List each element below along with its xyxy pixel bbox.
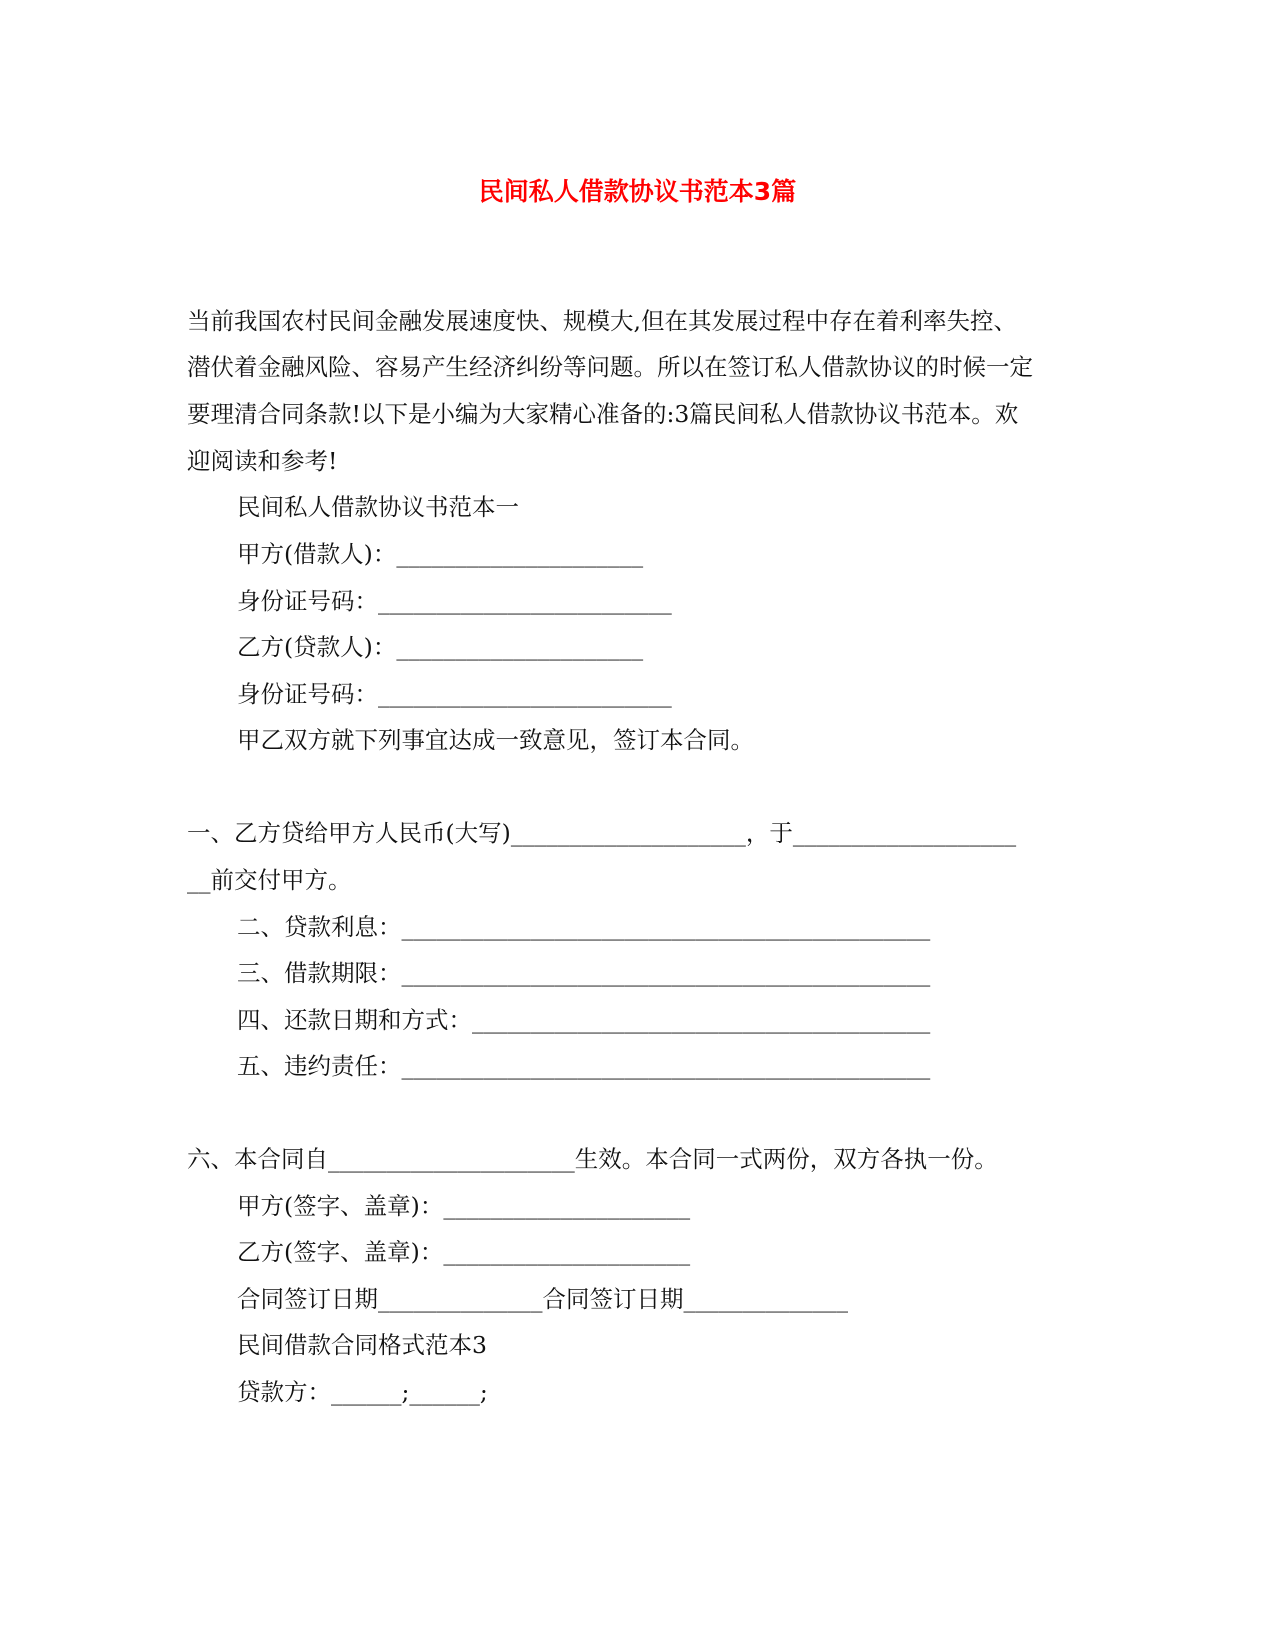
clause-5: 五、违约责任：_____________________________________________ [237, 1052, 931, 1080]
signature-a: 甲方(签字、盖章)：_____________________ [237, 1192, 691, 1220]
clause-1-line-1: 一、乙方贷给甲方人民币(大写)____________________，于___________________ [187, 819, 1017, 847]
clause-2: 二、贷款利息：_____________________________________________ [237, 913, 931, 941]
clause-1-line-2: __前交付甲方。 [187, 866, 352, 894]
id-b-field: 身份证号码：_________________________ [237, 680, 672, 708]
signature-b: 乙方(签字、盖章)：_____________________ [237, 1238, 691, 1266]
intro-line-4: 迎阅读和参考! [187, 447, 338, 475]
lender-field: 贷款方：______;______; [237, 1378, 488, 1406]
document-title: 民间私人借款协议书范本3篇 [478, 177, 797, 206]
clause-4: 四、还款日期和方式：_______________________________________ [237, 1006, 931, 1034]
agreement-text: 甲乙双方就下列事宜达成一致意见，签订本合同。 [237, 726, 754, 754]
intro-line-2: 潜伏着金融风险、容易产生经济纠纷等问题。所以在签订私人借款协议的时候一定 [187, 353, 1033, 381]
party-a-field: 甲方(借款人)：_____________________ [237, 540, 644, 568]
section1-heading: 民间私人借款协议书范本一 [237, 493, 519, 521]
clause-3: 三、借款期限：_____________________________________________ [237, 959, 931, 987]
signing-dates: 合同签订日期______________合同签订日期______________ [237, 1285, 848, 1313]
section3-heading: 民间借款合同格式范本3 [237, 1331, 487, 1359]
id-a-field: 身份证号码：_________________________ [237, 587, 672, 615]
intro-line-1: 当前我国农村民间金融发展速度快、规模大,但在其发展过程中存在着利率失控、 [187, 307, 1017, 335]
clause-6: 六、本合同自_____________________生效。本合同一式两份，双方各执一份。 [187, 1145, 998, 1173]
party-b-field: 乙方(贷款人)：_____________________ [237, 633, 644, 661]
intro-line-3: 要理清合同条款!以下是小编为大家精心准备的:3篇民间私人借款协议书范本。欢 [187, 400, 1019, 428]
